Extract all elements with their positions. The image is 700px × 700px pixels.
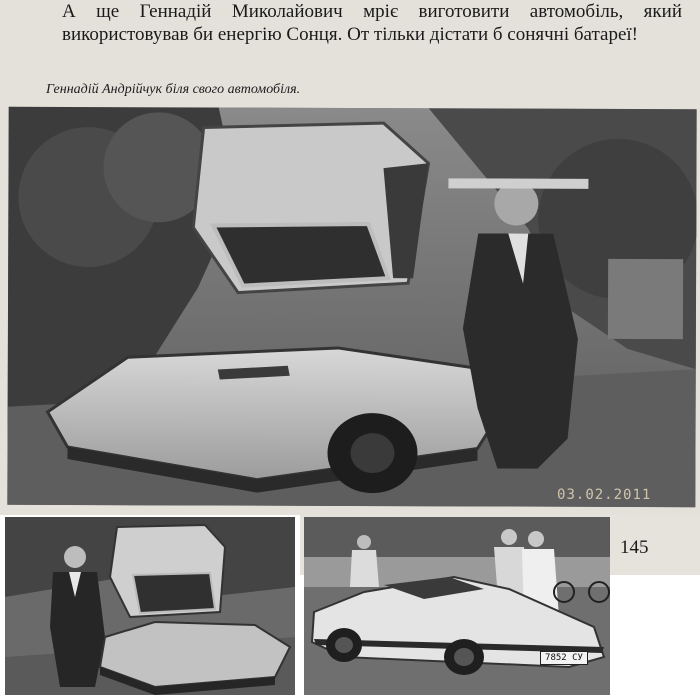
thumbnail-photo-car-with-people [304,517,610,695]
main-photo-car-and-man [7,107,696,507]
body-paragraph: А ще Геннадій Миколайович мріє виготовити автомобіль, який використовував би енергію Сонця. От тільки дістати б сонячні батареї! [62,1,682,45]
page-number: 145 [620,537,649,558]
photo-caption: Геннадій Андрійчук біля свого автомобіля. [46,82,301,97]
license-plate: 7852 СУ [540,651,588,665]
main-photo-illustration [7,107,696,507]
thumbnail-photo-man-with-car [5,517,295,695]
photo-timestamp: 03.02.2011 [557,486,652,504]
thumbnail-right-illustration [304,517,610,695]
thumbnail-left-illustration [5,517,295,695]
